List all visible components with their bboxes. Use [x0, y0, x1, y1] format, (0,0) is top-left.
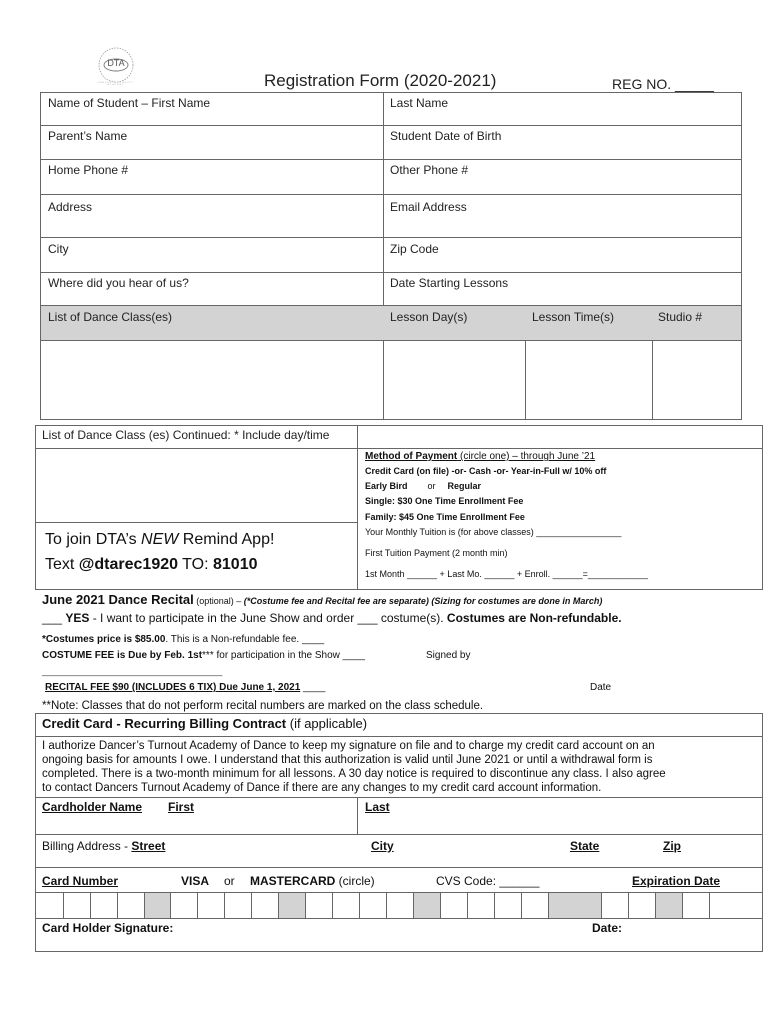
- email-field[interactable]: Email Address: [390, 200, 467, 214]
- mastercard-option[interactable]: MASTERCARD (circle): [250, 874, 375, 888]
- card-grid-divider: [601, 893, 602, 918]
- payment-line-1: Credit Card (on file) -or- Cash -or- Year-in-Full w/ 10% off: [365, 466, 607, 476]
- card-grid-shade: [414, 893, 440, 918]
- cvs-code-field[interactable]: CVS Code: ______: [436, 874, 540, 888]
- remind-line-1: To join DTA’s NEW Remind App!: [45, 531, 275, 548]
- expiration-date-field[interactable]: Expiration Date: [632, 874, 721, 888]
- recital-date: Date: [590, 682, 612, 693]
- col-studio: Studio #: [658, 310, 703, 324]
- card-grid-divider: [440, 893, 441, 918]
- card-grid-divider: [655, 893, 656, 918]
- card-grid-divider: [63, 893, 64, 918]
- home-phone-field[interactable]: Home Phone #: [48, 163, 129, 177]
- cardholder-first-field[interactable]: First: [168, 800, 195, 814]
- card-grid-shade: [279, 893, 305, 918]
- payment-line-7[interactable]: 1st Month ______ + Last Mo. ______ + Enroll. ______=____________: [365, 569, 648, 579]
- form-title: Registration Form (2020-2021): [264, 71, 497, 90]
- recital-fee[interactable]: RECITAL FEE $90 (INCLUDES 6 TIX) Due June 1, 2021 ____: [45, 682, 326, 693]
- contract-body: I authorize Dancer’s Turnout Academy of Dance to keep my signature on file and to charge my credit card account on an ongoing basis for amounts I owe. I understand that this authorization is valid until June 2021 or until a withdrawal form is completed. There is a two-month minimum for all lessons. A 30 day notice is required to discontinue any class. I also agree to contact Dancers Turnout Academy of Dance if there are any changes to my credit card account information.: [42, 740, 666, 794]
- card-grid-divider: [548, 893, 549, 918]
- card-grid-divider: [305, 893, 306, 918]
- card-grid-divider: [494, 893, 495, 918]
- first-name-field[interactable]: Name of Student – First Name: [48, 96, 211, 110]
- card-number-label: Card Number: [42, 874, 119, 888]
- card-grid-divider: [413, 893, 414, 918]
- cardholder-last-field[interactable]: Last: [365, 800, 390, 814]
- card-grid-divider: [170, 893, 171, 918]
- card-grid-divider: [144, 893, 145, 918]
- col-time: Lesson Time(s): [532, 310, 615, 324]
- billing-city-field[interactable]: City: [371, 839, 394, 853]
- card-holder-signature[interactable]: Card Holder Signature:: [42, 921, 174, 935]
- address-field[interactable]: Address: [48, 200, 93, 214]
- billing-zip-field[interactable]: Zip: [663, 839, 681, 853]
- visa-option[interactable]: VISA: [181, 874, 210, 888]
- recital-title: June 2021 Dance Recital (optional) – (*Costume fee and Recital fee are separate) (Sizing for costumes are done in March): [42, 592, 603, 607]
- logo-ring-text: DANCER'S TURNOUT ACADEMY: [97, 82, 135, 86]
- cardholder-name-label: Cardholder Name: [42, 800, 143, 814]
- card-grid-divider: [90, 893, 91, 918]
- card-grid-divider: [197, 893, 198, 918]
- dta-logo: [92, 46, 140, 84]
- card-grid-divider: [117, 893, 118, 918]
- card-grid-divider: [467, 893, 468, 918]
- card-grid-divider: [359, 893, 360, 918]
- card-number-grid[interactable]: [35, 893, 763, 918]
- card-grid-shade: [549, 893, 601, 918]
- card-grid-divider: [521, 893, 522, 918]
- payment-line-2: Early Bird or Regular: [365, 481, 482, 491]
- other-phone-field[interactable]: Other Phone #: [390, 163, 469, 177]
- costume-price: *Costumes price is $85.00. This is a Non-refundable fee. ____: [42, 634, 325, 645]
- signature-date[interactable]: Date:: [592, 921, 623, 935]
- recital-note: **Note: Classes that do not perform recital numbers are marked on the class schedule.: [42, 700, 484, 712]
- payment-line-6: First Tuition Payment (2 month min): [365, 548, 508, 558]
- payment-line-5[interactable]: Your Monthly Tuition is (for above classes) _________________: [365, 527, 622, 537]
- payment-line-4: Family: $45 One Time Enrollment Fee: [365, 512, 525, 522]
- or-text: or: [224, 874, 235, 888]
- hear-field[interactable]: Where did you hear of us?: [48, 276, 189, 290]
- signed-by: Signed by: [426, 650, 471, 661]
- payment-title: Method of Payment (circle one) – through June ’21: [365, 451, 596, 462]
- date-start-field[interactable]: Date Starting Lessons: [390, 276, 509, 290]
- billing-street-field[interactable]: Street: [131, 839, 166, 853]
- recital-yes-line[interactable]: ___ YES - I want to participate in the June Show and order ___ costume(s). Costumes are Non-refundable.: [42, 611, 622, 625]
- card-grid-divider: [709, 893, 710, 918]
- card-grid-divider: [278, 893, 279, 918]
- logo-text: DTA: [107, 58, 125, 68]
- reg-no: REG NO. _____: [612, 76, 714, 92]
- card-grid-shade: [145, 893, 170, 918]
- card-grid-divider: [332, 893, 333, 918]
- city-field[interactable]: City: [48, 242, 69, 256]
- costume-due: COSTUME FEE is Due by Feb. 1st*** for participation in the Show ____: [42, 650, 365, 661]
- signature-blank[interactable]: ____________________________________: [42, 666, 223, 676]
- dob-field[interactable]: Student Date of Birth: [390, 129, 502, 143]
- col-day: Lesson Day(s): [390, 310, 468, 324]
- card-grid-divider: [628, 893, 629, 918]
- card-grid-divider: [386, 893, 387, 918]
- card-grid-divider: [682, 893, 683, 918]
- card-grid-divider: [251, 893, 252, 918]
- card-grid-shade: [656, 893, 682, 918]
- parent-name-field[interactable]: Parent’s Name: [48, 129, 128, 143]
- continued-label: List of Dance Class (es) Continued: * Include day/time: [42, 428, 330, 442]
- contract-title: Credit Card - Recurring Billing Contract (if applicable): [42, 716, 368, 731]
- billing-state-field[interactable]: State: [570, 839, 600, 853]
- card-grid-divider: [224, 893, 225, 918]
- col-class: List of Dance Class(es): [48, 310, 173, 324]
- last-name-field[interactable]: Last Name: [390, 96, 449, 110]
- remind-line-2: Text @dtarec1920 TO: 81010: [45, 556, 258, 573]
- payment-line-3: Single: $30 One Time Enrollment Fee: [365, 496, 524, 506]
- zip-field[interactable]: Zip Code: [390, 242, 439, 256]
- billing-address-label: Billing Address - Street: [42, 839, 166, 853]
